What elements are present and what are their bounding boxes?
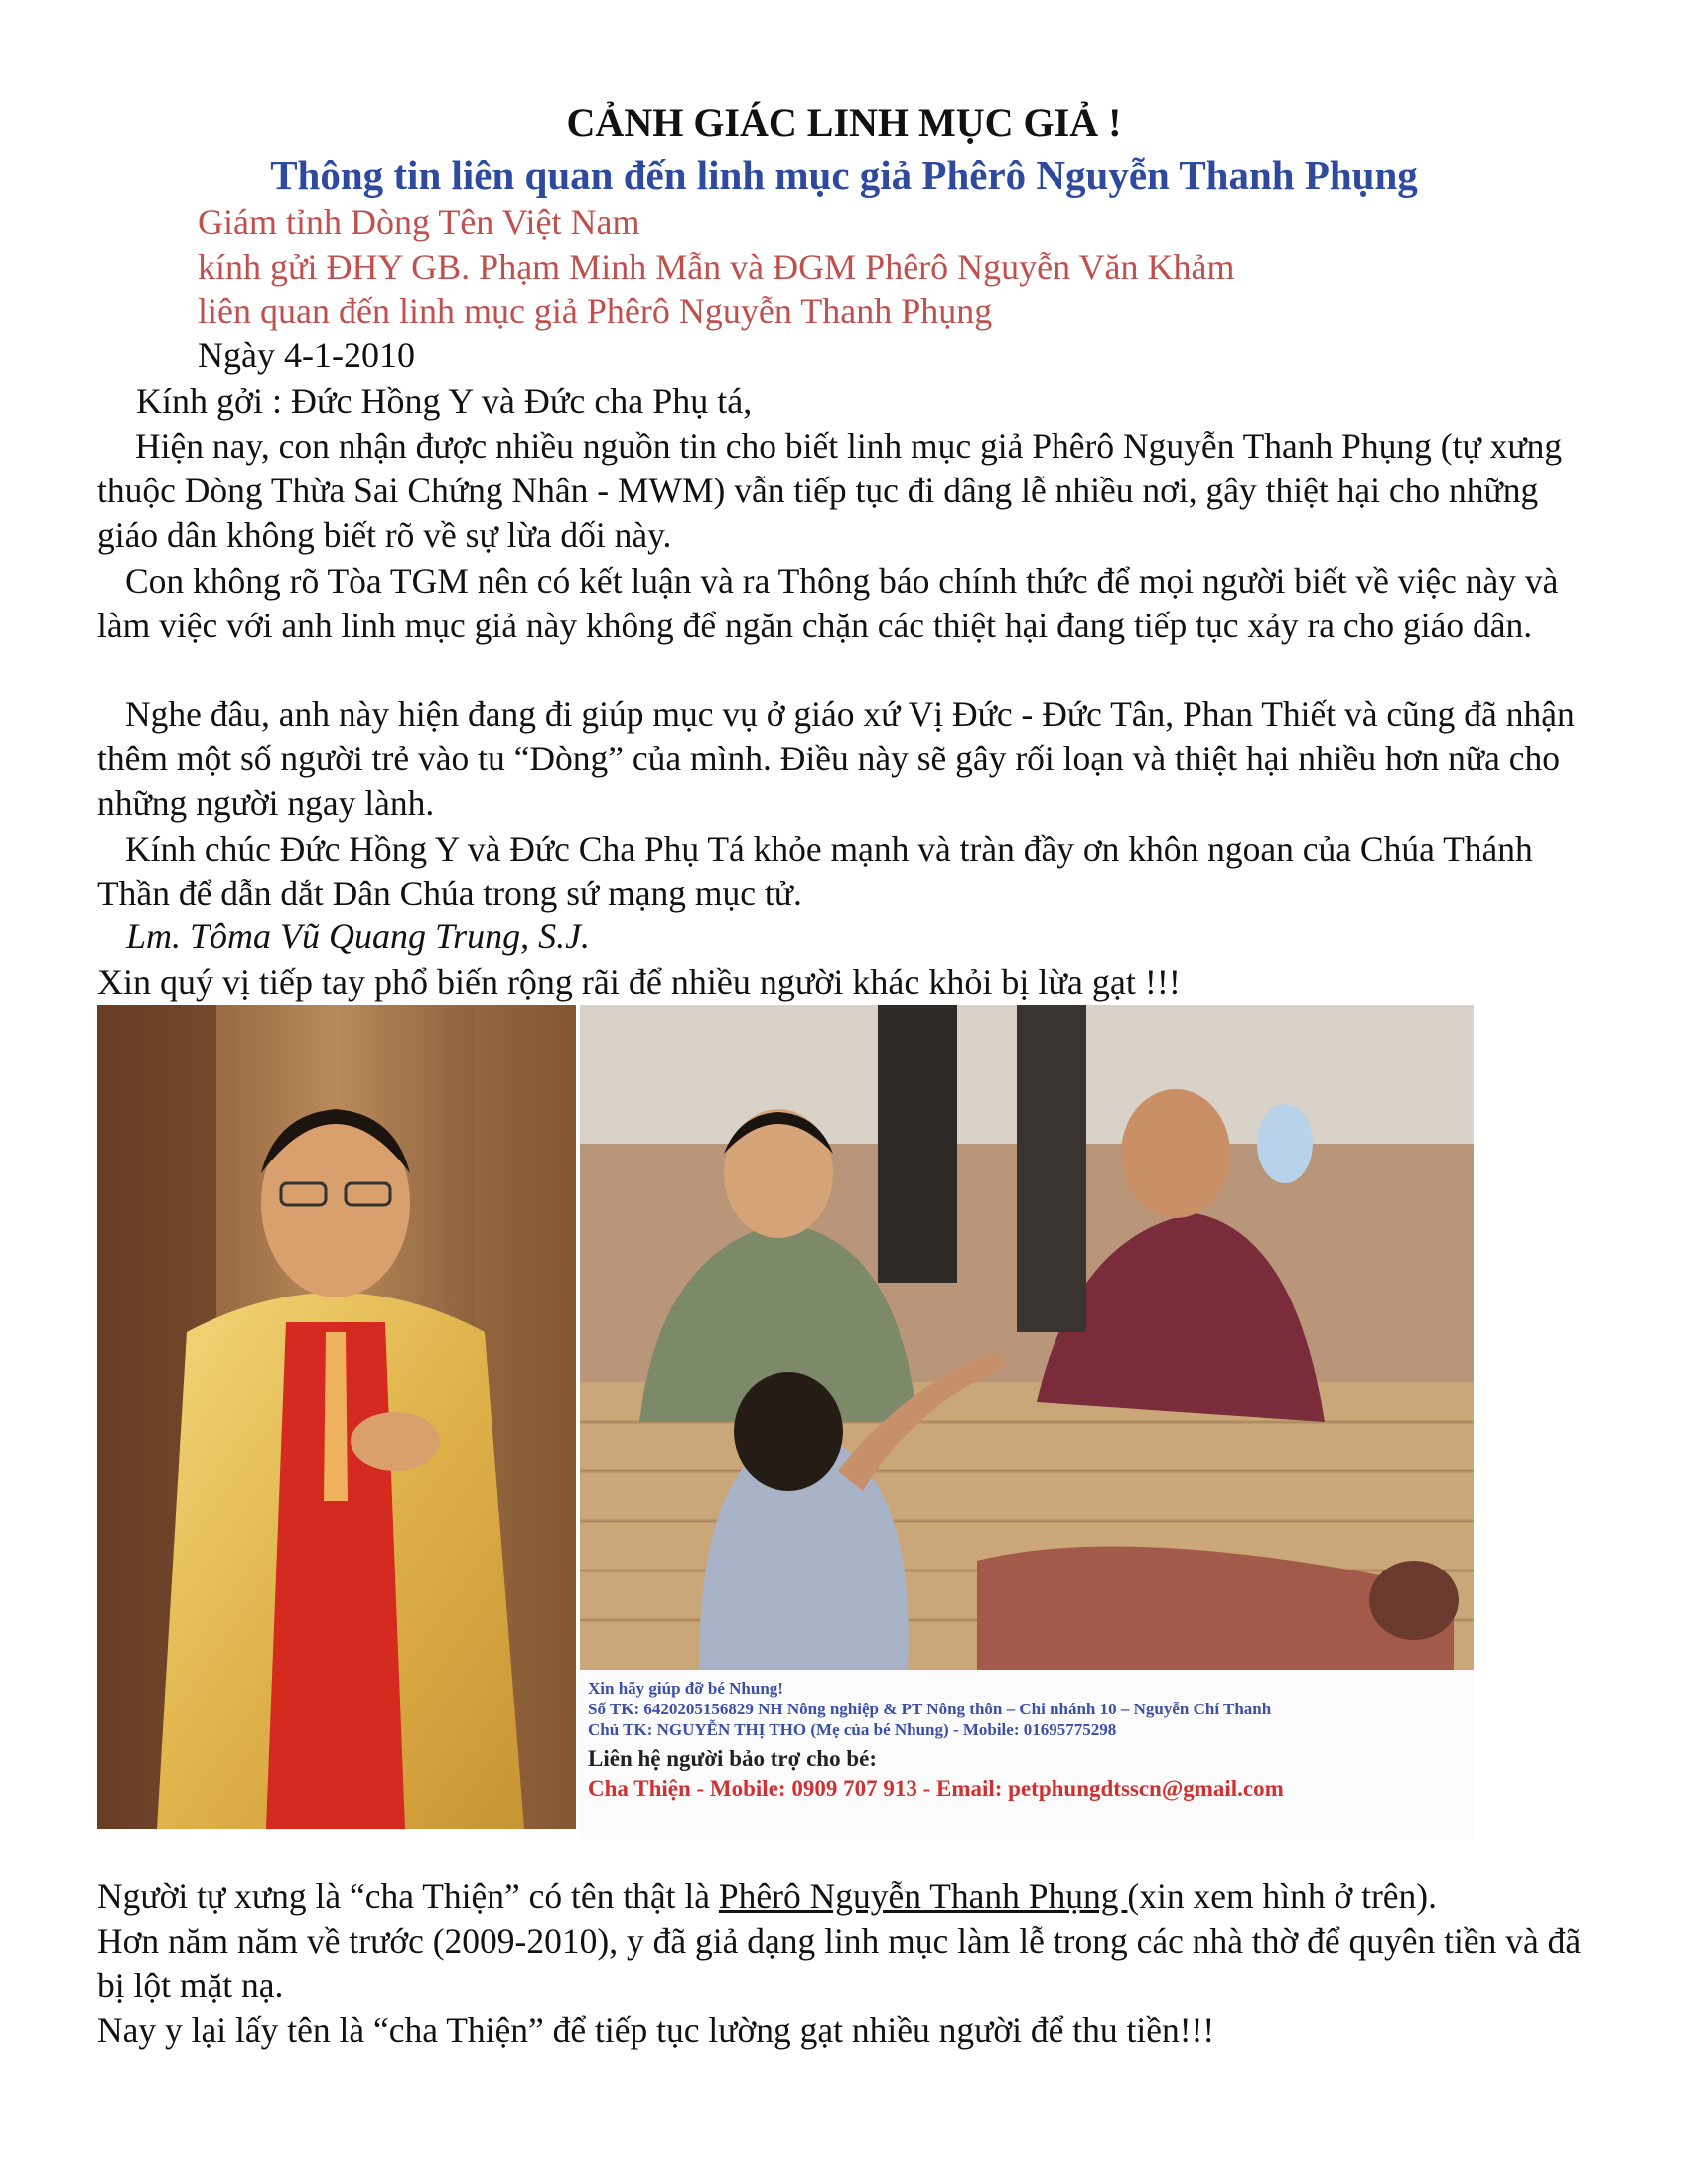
letter-paragraph-4: Kính chúc Đức Hồng Y và Đức Cha Phụ Tá khỏe mạnh và tràn đầy ơn khôn ngoan của Chúa Thánh Thần để dẫn dắt Dân Chúa trong sứ mạng mục tử. bbox=[97, 829, 1533, 913]
footer-name-underlined: Phêrô Nguyễn Thanh Phụng bbox=[718, 1876, 1128, 1916]
footer-text-b: (xin xem hình ở trên). bbox=[1127, 1876, 1438, 1916]
footer-text-a: Người tự xưng là “cha Thiện” có tên thật là bbox=[97, 1876, 719, 1916]
page-subtitle: Thông tin liên quan đến linh mục giả Phêrô Nguyễn Thanh Phụng bbox=[270, 152, 1418, 198]
footer-paragraph-2: Hơn năm năm về trước (2009-2010), y đã giả dạng linh mục làm lễ trong các nhà thờ để quyên tiền và đã bị lột mặt nạ. bbox=[97, 1921, 1582, 2005]
footer-paragraph-3: Nay y lại lấy tên là “cha Thiện” để tiếp tục lường gạt nhiều người để thu tiền!!! bbox=[97, 2010, 1215, 2050]
letter-subject: liên quan đến linh mục giả Phêrô Nguyễn Thanh Phụng bbox=[198, 291, 993, 331]
caption-account-owner: Chủ TK: NGUYỄN THỊ THO (Mẹ của bé Nhung) - Mobile: 01695775298 bbox=[588, 1720, 1117, 1739]
caption-contact-heading: Liên hệ người bảo trợ cho bé: bbox=[588, 1746, 878, 1771]
letter-paragraph-3: Nghe đâu, anh này hiện đang đi giúp mục vụ ở giáo xứ Vị Đức - Đức Tân, Phan Thiết và cũng đã nhận thêm một số người trẻ vào tu “Dòng” của mình. Điều này sẽ gây rối loạn và thiệt hại nhiều hơn nữa cho những người ngay lành. bbox=[97, 694, 1575, 823]
letter-recipient: kính gửi ĐHY GB. Phạm Minh Mẫn và ĐGM Phêrô Nguyễn Văn Khảm bbox=[198, 247, 1235, 287]
caption-account-number: Số TK: 6420205156829 NH Nông nghiệp & PT Nông thôn – Chi nhánh 10 – Nguyễn Chí Thanh bbox=[588, 1700, 1272, 1718]
letter-signature: Lm. Tôma Vũ Quang Trung, S.J. bbox=[126, 916, 591, 956]
caption-contact-details: Cha Thiện - Mobile: 0909 707 913 - Email: petphungdtsscn@gmail.com bbox=[588, 1776, 1284, 1801]
charity-photo-image bbox=[580, 1005, 1474, 1670]
page-title: CẢNH GIÁC LINH MỤC GIẢ ! bbox=[566, 100, 1122, 145]
priest-photo bbox=[97, 1005, 576, 1829]
letter-paragraph-1: Hiện nay, con nhận được nhiều nguồn tin cho biết linh mục giả Phêrô Nguyễn Thanh Phụng (tự xưng thuộc Dòng Thừa Sai Chứng Nhân - MWM) vẫn tiếp tục đi dâng lễ nhiều nơi, gây thiệt hại cho những giáo dân không biết rõ về sự lừa dối này. bbox=[97, 426, 1563, 555]
letter-greeting: Kính gởi : Đức Hồng Y và Đức cha Phụ tá, bbox=[136, 381, 753, 421]
charity-photo bbox=[580, 1005, 1474, 1839]
letter-sender: Giám tỉnh Dòng Tên Việt Nam bbox=[198, 203, 640, 242]
footer-paragraph-1 bbox=[97, 1874, 1607, 1919]
caption-help-line: Xin hãy giúp đỡ bé Nhung! bbox=[588, 1679, 783, 1698]
priest-photo-image bbox=[97, 1005, 576, 1829]
photo-caption bbox=[580, 1670, 1474, 1804]
appeal-text: Xin quý vị tiếp tay phổ biến rộng rãi để nhiều người khác khỏi bị lừa gạt !!! bbox=[97, 962, 1181, 1002]
letter-paragraph-2: Con không rõ Tòa TGM nên có kết luận và ra Thông báo chính thức để mọi người biết về việc này và làm việc với anh linh mục giả này không để ngăn chặn các thiệt hại đang tiếp tục xảy ra cho giáo dân. bbox=[97, 561, 1559, 645]
letter-date: Ngày 4-1-2010 bbox=[198, 336, 415, 375]
